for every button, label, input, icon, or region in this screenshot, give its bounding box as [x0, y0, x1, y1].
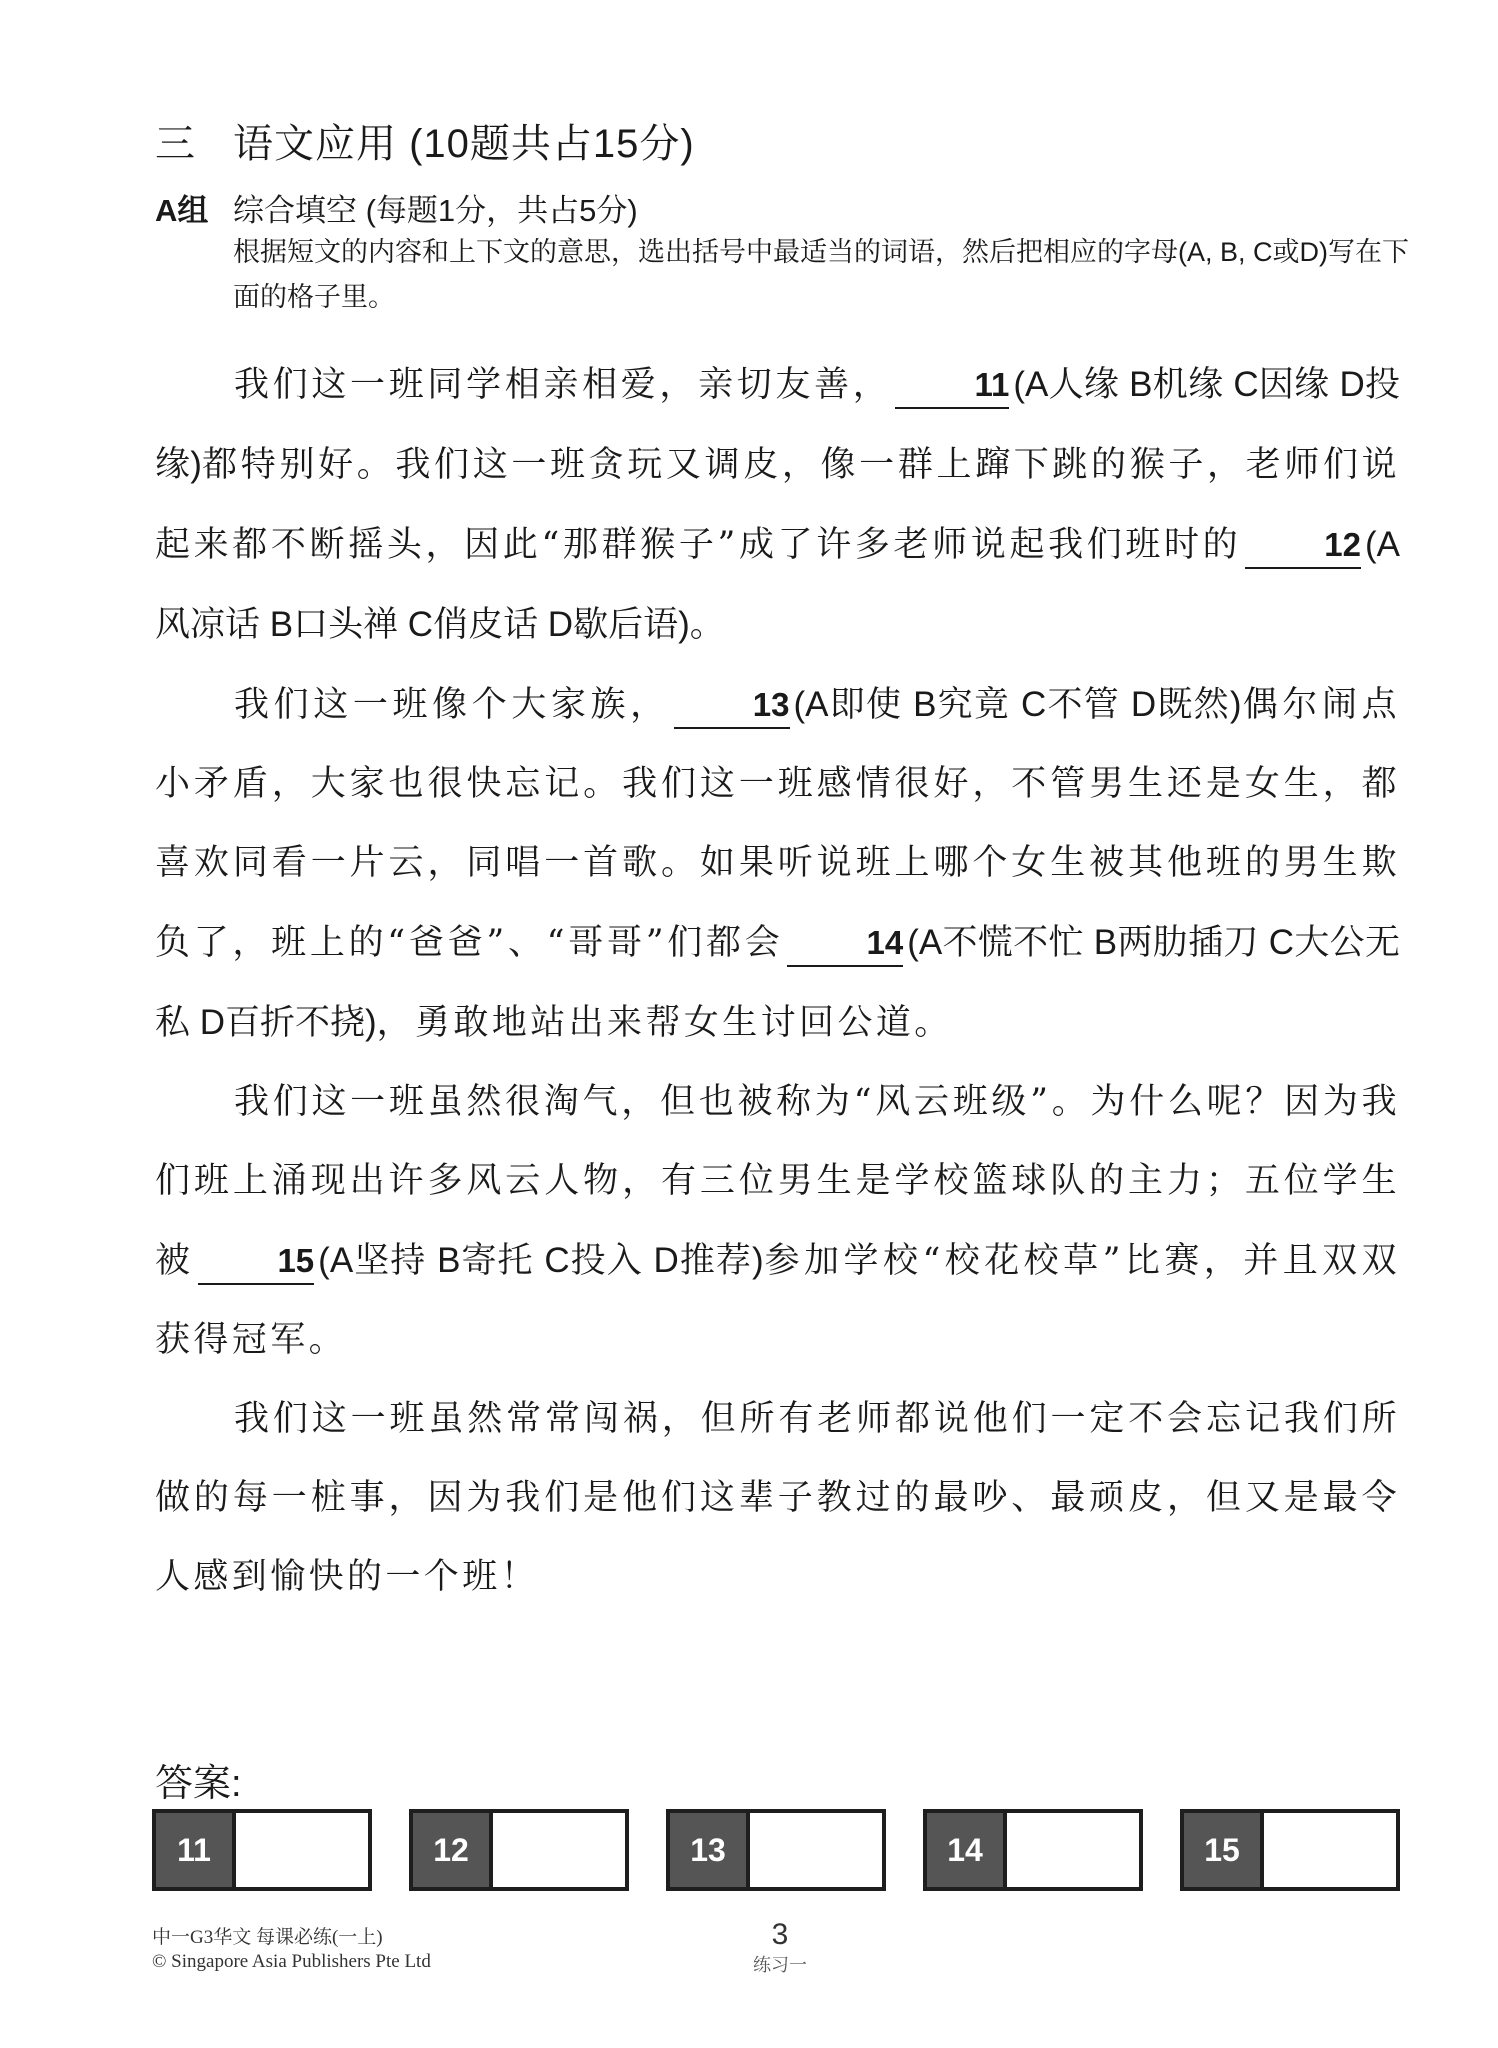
blank-13: 13: [674, 683, 790, 729]
answer-box-15: [1180, 1809, 1400, 1891]
answer-number: 15: [1184, 1813, 1264, 1887]
paragraph-4: [155, 1380, 1400, 1617]
instructions: 根据短文的内容和上下文的意思，选出括号中最适当的词语，然后把相应的字母(A, B, C或D)写在下面的格子里。: [233, 237, 1410, 312]
paragraph-3: [155, 1063, 1400, 1380]
blank-12: 12: [1245, 523, 1361, 569]
answer-box-13: [666, 1809, 886, 1891]
page-number: 3: [771, 1918, 789, 1951]
section-number: 三: [155, 122, 196, 166]
answer-slot-14[interactable]: [1007, 1813, 1139, 1887]
group-label: A组: [155, 193, 209, 228]
passage-text: 。: [689, 605, 729, 645]
answer-slot-13[interactable]: [750, 1813, 882, 1887]
section-title: 语文应用 (10题共占15分): [233, 122, 695, 166]
passage-text: 偶尔闹点小矛盾，大家也很快忘记。我们这一班感情很好，不管男生还是女生，都喜欢同看一片云，同唱一首歌。如果听说班上哪个女生被其他班的男生欺负了，班上的“爸爸”、“哥哥”们都会: [155, 685, 1400, 963]
options-11: (A人缘 B机缘 C因缘 D投缘): [155, 365, 1400, 484]
footer-page-info: [720, 1918, 840, 1978]
blank-11: 11: [895, 363, 1009, 409]
options-12: (A风凉话 B口头禅 C俏皮话 D歇后语): [155, 525, 1400, 644]
blank-14: 14: [787, 921, 903, 967]
paragraph-2: [155, 665, 1400, 1063]
options-13: (A即使 B究竟 C不管 D既然): [793, 685, 1242, 724]
passage-text: 我们这一班同学相亲相爱，亲切友善，: [234, 365, 892, 405]
exercise-label: 练习一: [753, 1955, 807, 1975]
passage-text: 我们这一班虽然常常闯祸，但所有老师都说他们一定不会忘记我们所做的每一桩事，因为我们是他们这辈子教过的最吵、最顽皮，但又是最令人感到愉快的一个班！: [155, 1399, 1400, 1597]
blank-15: 15: [198, 1239, 314, 1285]
passage: [155, 345, 1400, 1617]
answer-number: 13: [670, 1813, 750, 1887]
answers-label: 答案:: [155, 1763, 242, 1805]
footer-credits: [152, 1926, 431, 1974]
answer-box-12: [409, 1809, 629, 1891]
group-heading: [155, 185, 638, 230]
passage-text: 都特别好。我们这一班贪玩又调皮，像一群上蹿下跳的猴子，老师们说起来都不断摇头，因此“那群猴子”成了许多老师说起我们班时的: [155, 445, 1400, 565]
answer-box-14: [923, 1809, 1143, 1891]
book-title: 中一G3华文 每课必练(一上): [152, 1927, 383, 1948]
options-15: (A坚持 B寄托 C投入 D推荐): [318, 1241, 764, 1280]
options-14: (A不慌不忙 B两肋插刀 C大公无私 D百折不挠): [155, 923, 1400, 1042]
passage-text: ，勇敢地站出来帮女生讨回公道。: [376, 1003, 953, 1043]
answer-number: 14: [927, 1813, 1007, 1887]
answer-number: 11: [156, 1813, 236, 1887]
paragraph-1: [155, 345, 1400, 665]
answer-boxes: [152, 1809, 1400, 1891]
section-heading: [155, 112, 695, 169]
answer-slot-15[interactable]: [1264, 1813, 1396, 1887]
passage-text: 我们这一班像个大家族，: [234, 685, 670, 725]
answer-box-11: [152, 1809, 372, 1891]
copyright: © Singapore Asia Publishers Pte Ltd: [152, 1951, 431, 1972]
group-title: 综合填空 (每题1分，共占5分): [233, 193, 638, 228]
answer-slot-12[interactable]: [493, 1813, 625, 1887]
answer-slot-11[interactable]: [236, 1813, 368, 1887]
passage-text: 参加学校“校花校草”比赛，并且双双获得冠军。: [155, 1241, 1400, 1360]
passage-text: 我们这一班虽然很淘气，但也被称为“风云班级”。为什么呢？因为我们班上涌现出许多风云人物，有三位男生是学校篮球队的主力；五位学生被: [155, 1082, 1400, 1281]
answer-number: 12: [413, 1813, 493, 1887]
